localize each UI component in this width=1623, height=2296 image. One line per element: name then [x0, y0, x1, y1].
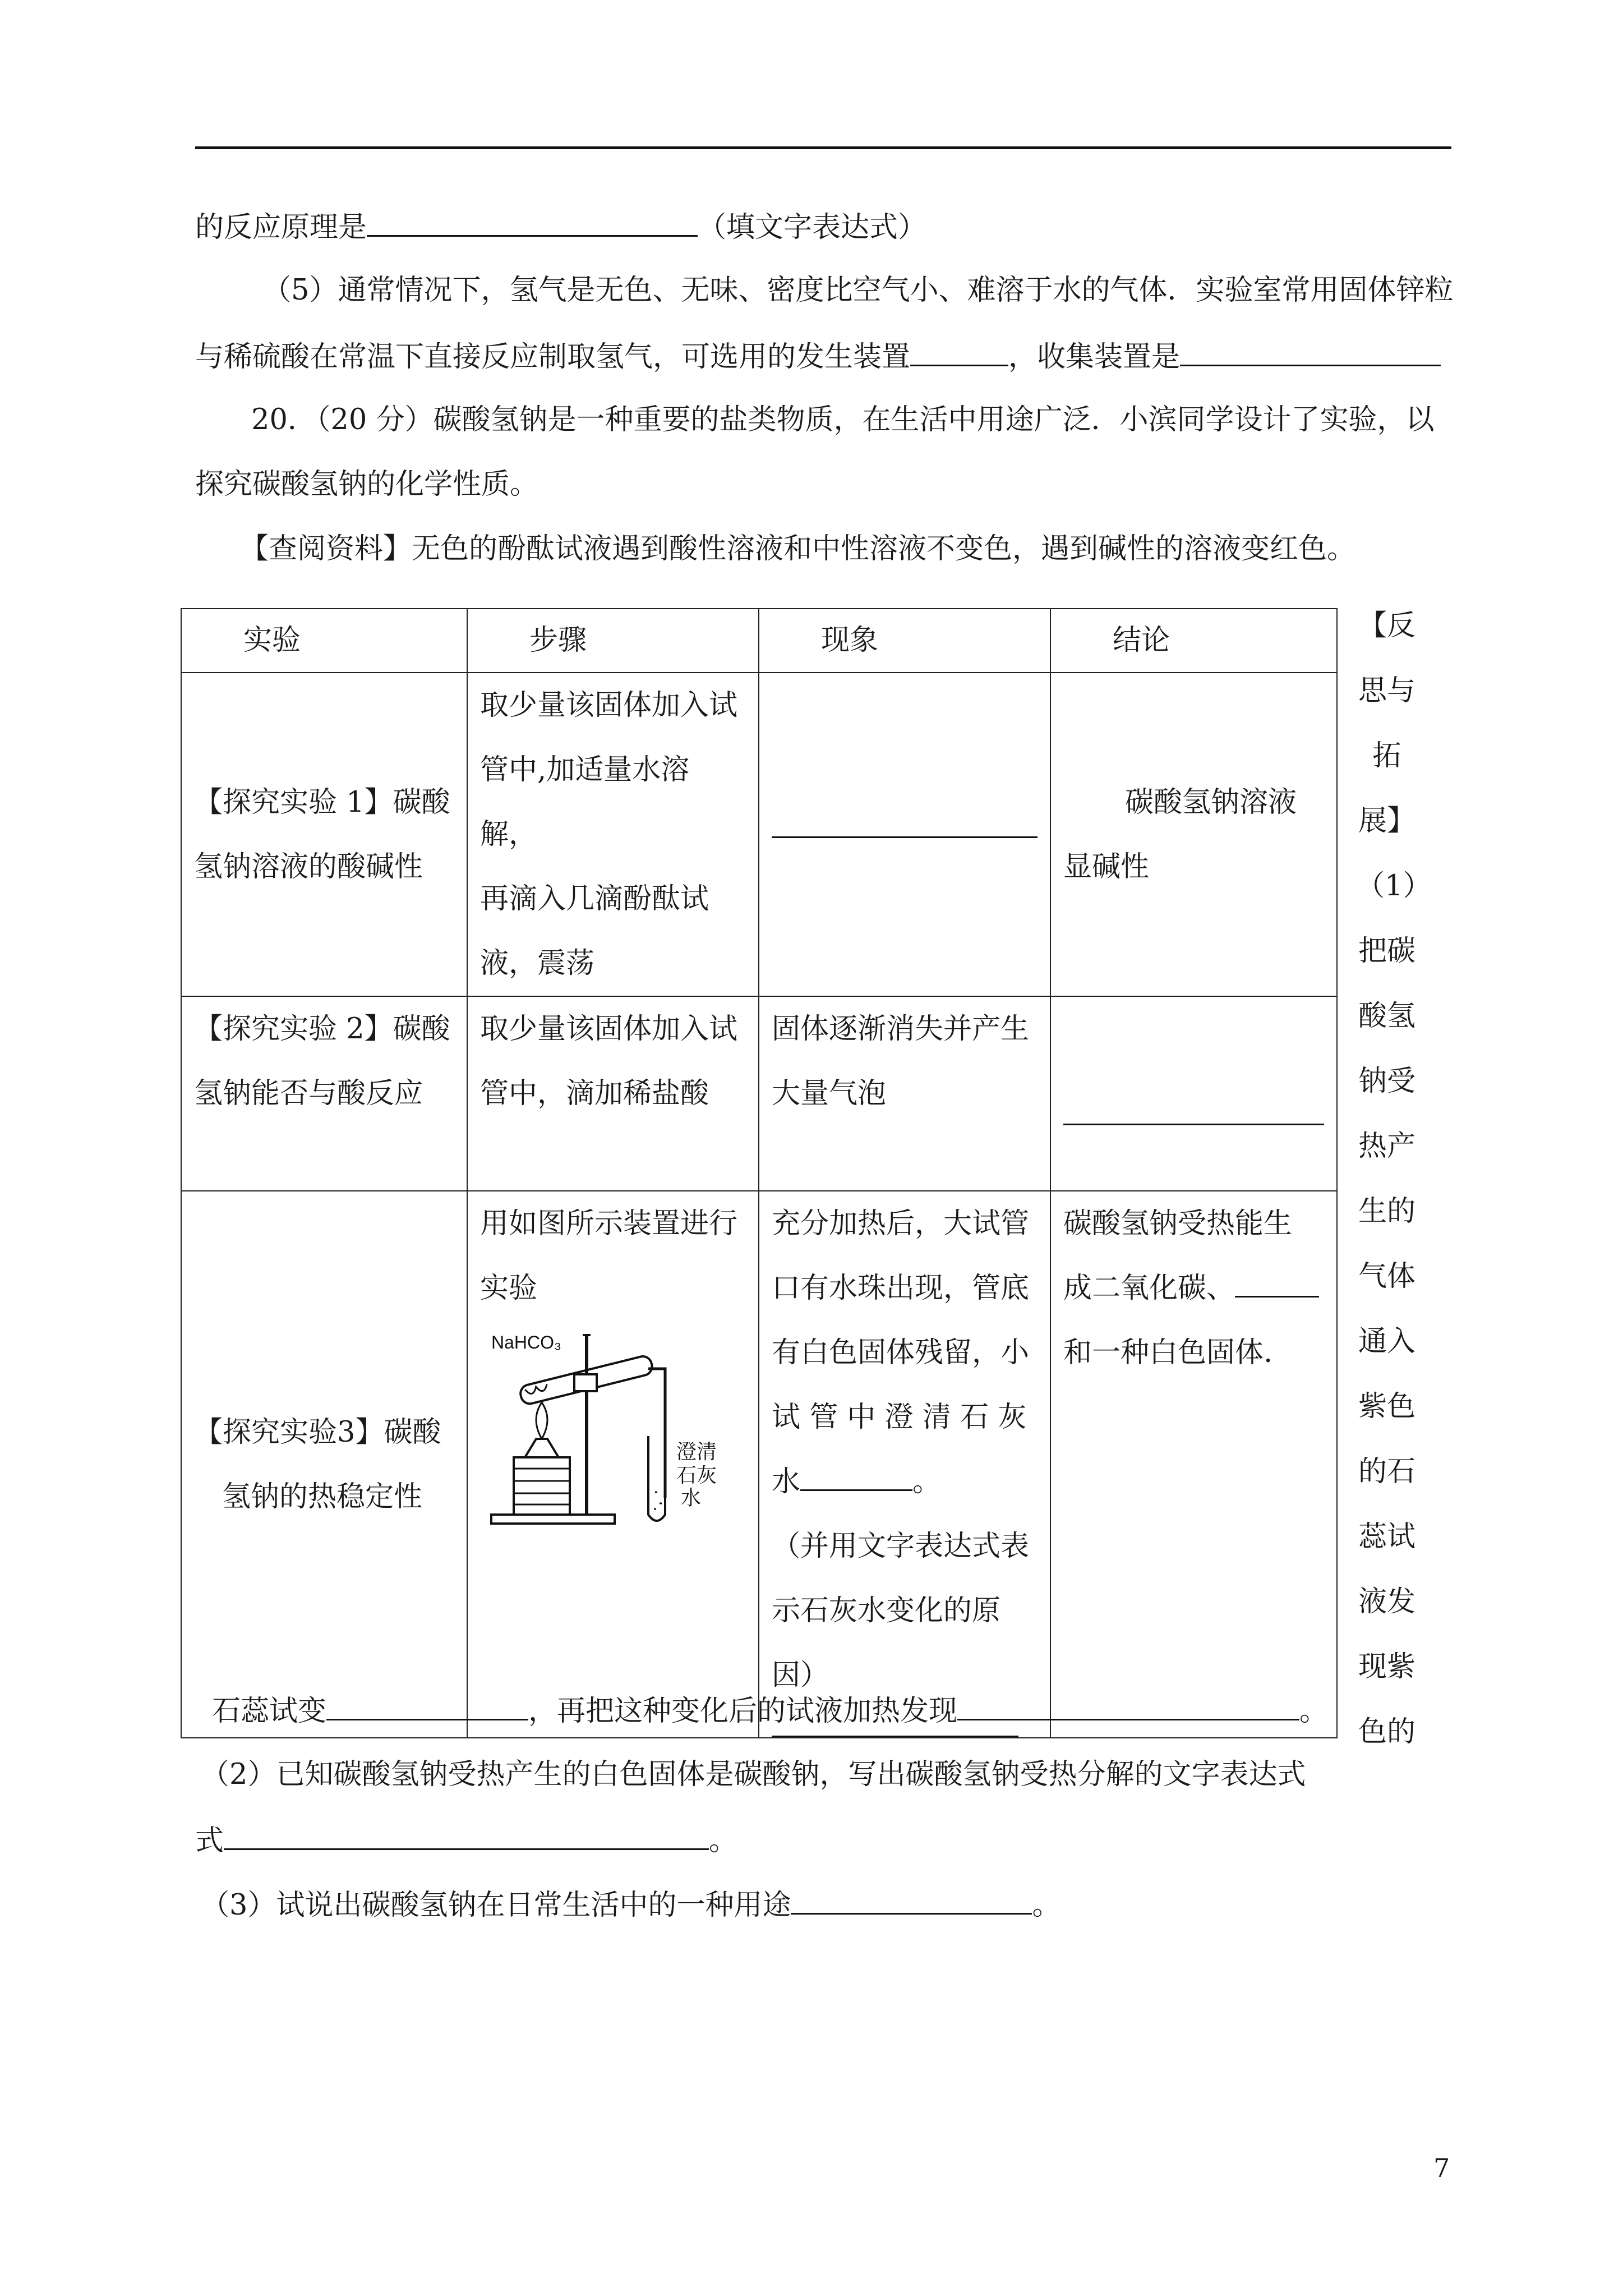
lamp-stripes	[514, 1469, 570, 1504]
steps-cell: 取少量该固体加入试 管中,加适量水溶解， 再滴入几滴酚酞试 液，震荡	[467, 673, 759, 996]
reflection-line2: （2）已知碳酸氢钠受热产生的白色固体是碳酸钠，写出碳酸氢钠受热分解的文字表达式	[201, 1758, 1306, 1791]
reflection-line3: 式 。	[195, 1823, 737, 1858]
table-row	[181, 673, 1337, 996]
reflection-side-column: 【反 思与 拓展】 （1） 把碳 酸氢 钠受 热产 生的 气体 通入 紫色 的石 蕊试 液发 现紫 色的	[1356, 609, 1432, 1749]
header-rule	[195, 146, 1451, 149]
line-reaction-principle: 的反应原理是 （填文字表达式）	[195, 209, 926, 245]
answer-blank[interactable]	[772, 797, 1038, 838]
experiment-cell: 【探究实验 1】碳酸 氢钠溶液的酸碱性	[181, 673, 467, 996]
answer-blank[interactable]	[800, 1464, 912, 1491]
q20-reference: 【查阅资料】无色的酚酞试液遇到酸性溶液和中性溶液不变色，遇到碱性的溶液变红色。	[240, 532, 1356, 565]
q20-line1: 20．（20 分）碳酸氢钠是一种重要的盐类物质，在生活中用途广泛．小滨同学设计了实验，以	[251, 403, 1435, 436]
header-conclusion: 结论	[1050, 609, 1337, 673]
heating-apparatus-figure	[480, 1324, 727, 1537]
phenomenon-cell: 充分加热后，大试管 口有水珠出现，管底 有白色固体残留，小 试 管 中 澄 清 石 灰 水 。 （并用文字表达式表 示石灰水变化的原因）	[759, 1191, 1050, 1738]
table-row	[181, 1191, 1337, 1738]
limewater-label: 水	[681, 1487, 702, 1510]
header-phenomenon: 现象	[759, 609, 1050, 673]
table-row	[181, 996, 1337, 1191]
phenomenon-cell	[759, 673, 1050, 996]
q5-line1: （5）通常情况下，氢气是无色、无味、密度比空气小、难溶于水的气体．实验室常用固体锌粒	[262, 274, 1454, 307]
bubbles	[654, 1492, 662, 1509]
reflection-line4: （3）试说出碳酸氢钠在日常生活中的一种用途 。	[201, 1887, 1061, 1922]
limewater-label: 澄清	[676, 1441, 717, 1464]
answer-blank[interactable]	[957, 1693, 1299, 1720]
experiment-cell: 【探究实验3】碳酸 氢钠的热稳定性	[181, 1191, 467, 1738]
answer-blank[interactable]	[1063, 1084, 1324, 1125]
q5-line2: 与稀硫酸在常温下直接反应制取氢气，可选用的发生装置 ，收集装置是	[195, 339, 1441, 374]
flame-icon	[536, 1402, 547, 1439]
phenomenon-cell: 固体逐渐消失并产生 大量气泡	[759, 996, 1050, 1191]
answer-blank[interactable]	[224, 1823, 709, 1850]
small-test-tube	[648, 1436, 665, 1521]
lamp-top	[525, 1439, 559, 1457]
page-number: 7	[1433, 2153, 1450, 2183]
clamp	[574, 1374, 597, 1391]
answer-blank[interactable]	[791, 1887, 1032, 1915]
answer-blank[interactable]	[910, 339, 1008, 366]
steps-cell: 用如图所示装置进行 实验 NaHCO₃ 澄清 石灰 水	[467, 1191, 759, 1738]
answer-blank[interactable]	[326, 1693, 528, 1720]
q20-line2: 探究碳酸氢钠的化学性质。	[195, 468, 539, 501]
reagent-label: NaHCO₃	[491, 1332, 562, 1352]
steps-cell: 取少量该固体加入试 管中，滴加稀盐酸	[467, 996, 759, 1191]
conclusion-cell: 碳酸氢钠溶液 显碱性	[1050, 673, 1337, 996]
conclusion-cell: 碳酸氢钠受热能生 成二氧化碳、 和一种白色固体.	[1050, 1191, 1337, 1738]
table-header-row	[181, 609, 1337, 673]
reflection-line1: 石蕊试变 ，再把这种变化后的试液加热发现 。	[212, 1693, 1328, 1728]
header-steps: 步骤	[467, 609, 759, 673]
answer-blank[interactable]	[1235, 1270, 1319, 1297]
header-experiment: 实验	[181, 609, 467, 673]
experiment-cell: 【探究实验 2】碳酸 氢钠能否与酸反应	[181, 996, 467, 1191]
lamp-body	[514, 1457, 570, 1515]
stand-base	[491, 1515, 615, 1524]
experiment-table	[181, 608, 1338, 1738]
answer-blank[interactable]	[1180, 339, 1441, 366]
delivery-tube	[648, 1369, 665, 1498]
conclusion-cell	[1050, 996, 1337, 1191]
limewater-label: 石灰	[676, 1464, 717, 1487]
answer-blank[interactable]	[367, 209, 698, 237]
